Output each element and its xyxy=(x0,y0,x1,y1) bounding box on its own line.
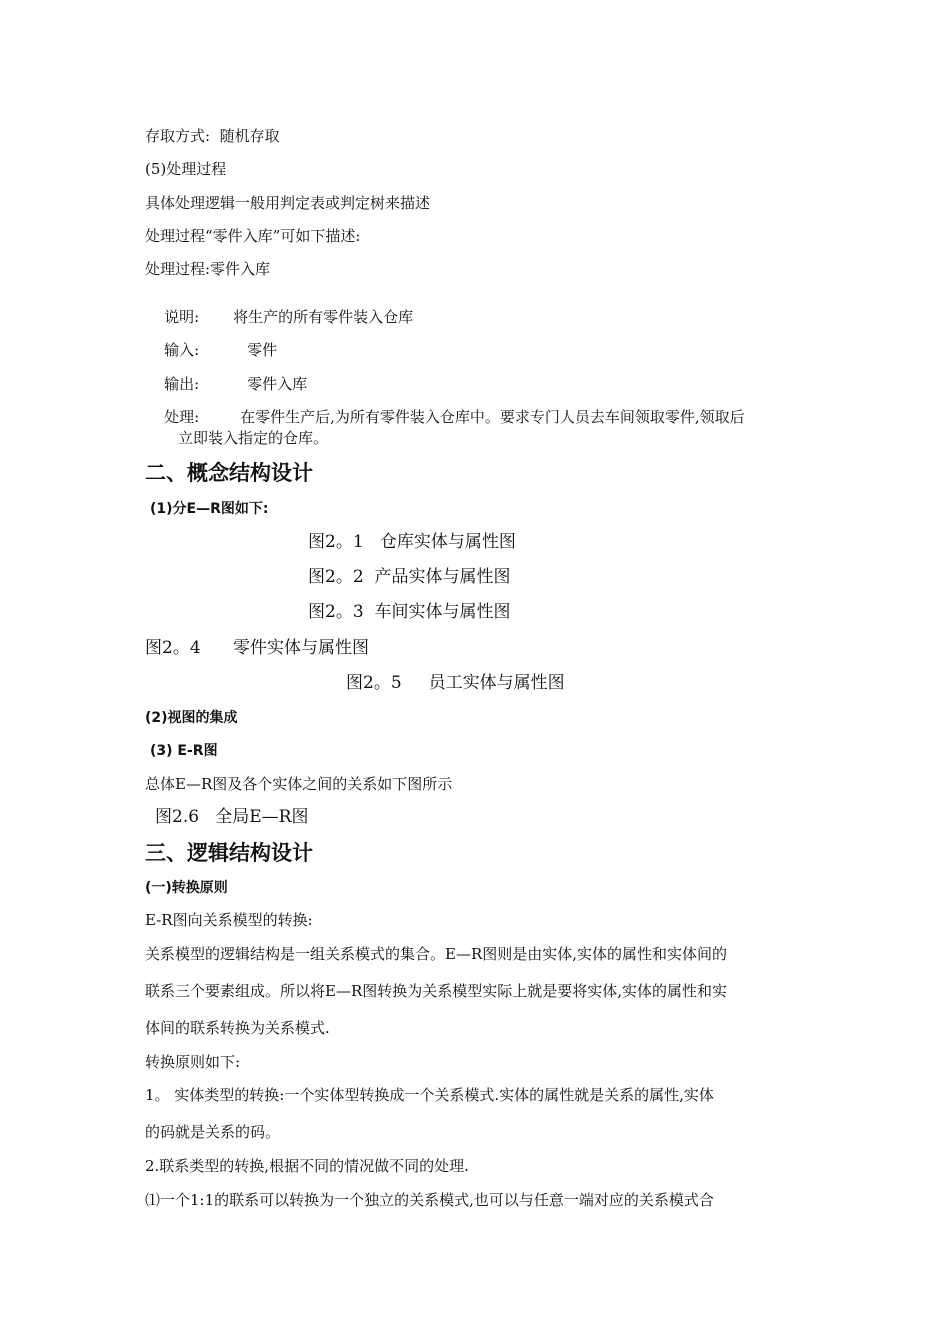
paragraph-line: 联系三个要素组成。所以将E—R图转换为关系模型实际上就是要将实体,实体的属性和实 xyxy=(145,982,728,1000)
output-label: 输出: xyxy=(164,375,200,393)
input-label: 输入: xyxy=(164,341,200,359)
process-heading: (5)处理过程 xyxy=(145,160,227,178)
handling-value: 在零件生产后,为所有零件装入仓库中。要求专门人员去车间领取零件,领取后 xyxy=(240,408,745,426)
figure-caption-2-4: 图2。4 零件实体与属性图 xyxy=(145,638,370,658)
subheading-er-diagrams: (1)分E—R图如下: xyxy=(150,501,269,517)
overall-er-line: 总体E—R图及各个实体之间的关系如下图所示 xyxy=(145,775,453,793)
process-name-line: 处理过程:零件入库 xyxy=(145,260,271,278)
section-heading-logical: 三、逻辑结构设计 xyxy=(145,841,313,865)
paragraph-line: 关系模型的逻辑结构是一组关系模式的集合。E—R图则是由实体,实体的属性和实体间的 xyxy=(145,945,728,963)
description-label: 说明: xyxy=(164,308,200,326)
process-logic-line: 具体处理逻辑一般用判定表或判定树来描述 xyxy=(145,194,431,212)
principle-1-line: 1。 实体类型的转换:一个实体型转换成一个关系模式.实体的属性就是关系的属性,实体 xyxy=(145,1086,714,1104)
process-describe-line: 处理过程“零件入库”可如下描述: xyxy=(145,227,361,245)
principle-2-1-line: ⑴一个1:1的联系可以转换为一个独立的关系模式,也可以与任意一端对应的关系模式合 xyxy=(145,1191,714,1209)
er-to-relational-line: E-R图向关系模型的转换: xyxy=(145,911,313,929)
figure-caption-2-1: 图2。1 仓库实体与属性图 xyxy=(308,532,516,552)
subheading-er: (3) E-R图 xyxy=(150,743,218,759)
handling-label: 处理: xyxy=(164,408,200,426)
input-value: 零件 xyxy=(247,341,278,359)
figure-caption-2-6: 图2.6 全局E—R图 xyxy=(155,807,309,827)
description-value: 将生产的所有零件装入仓库 xyxy=(233,308,414,326)
subheading-view-integration: (2)视图的集成 xyxy=(145,710,238,726)
figure-caption-2-3: 图2。3 车间实体与属性图 xyxy=(308,602,511,622)
storage-method-line: 存取方式: 随机存取 xyxy=(145,127,280,145)
subheading-conversion-principles: (一)转换原则 xyxy=(145,880,228,896)
principle-2-line: 2.联系类型的转换,根据不同的情况做不同的处理. xyxy=(145,1157,469,1175)
paragraph-line: 体间的联系转换为关系模式. xyxy=(145,1019,330,1037)
figure-caption-2-2: 图2。2 产品实体与属性图 xyxy=(308,567,511,587)
output-value: 零件入库 xyxy=(247,375,308,393)
principle-1-continuation: 的码就是关系的码。 xyxy=(145,1123,281,1141)
principles-intro-line: 转换原则如下: xyxy=(145,1053,241,1071)
handling-continuation: 立即装入指定的仓库。 xyxy=(178,429,329,447)
section-heading-conceptual: 二、概念结构设计 xyxy=(145,461,313,485)
figure-caption-2-5: 图2。5 员工实体与属性图 xyxy=(346,673,565,693)
